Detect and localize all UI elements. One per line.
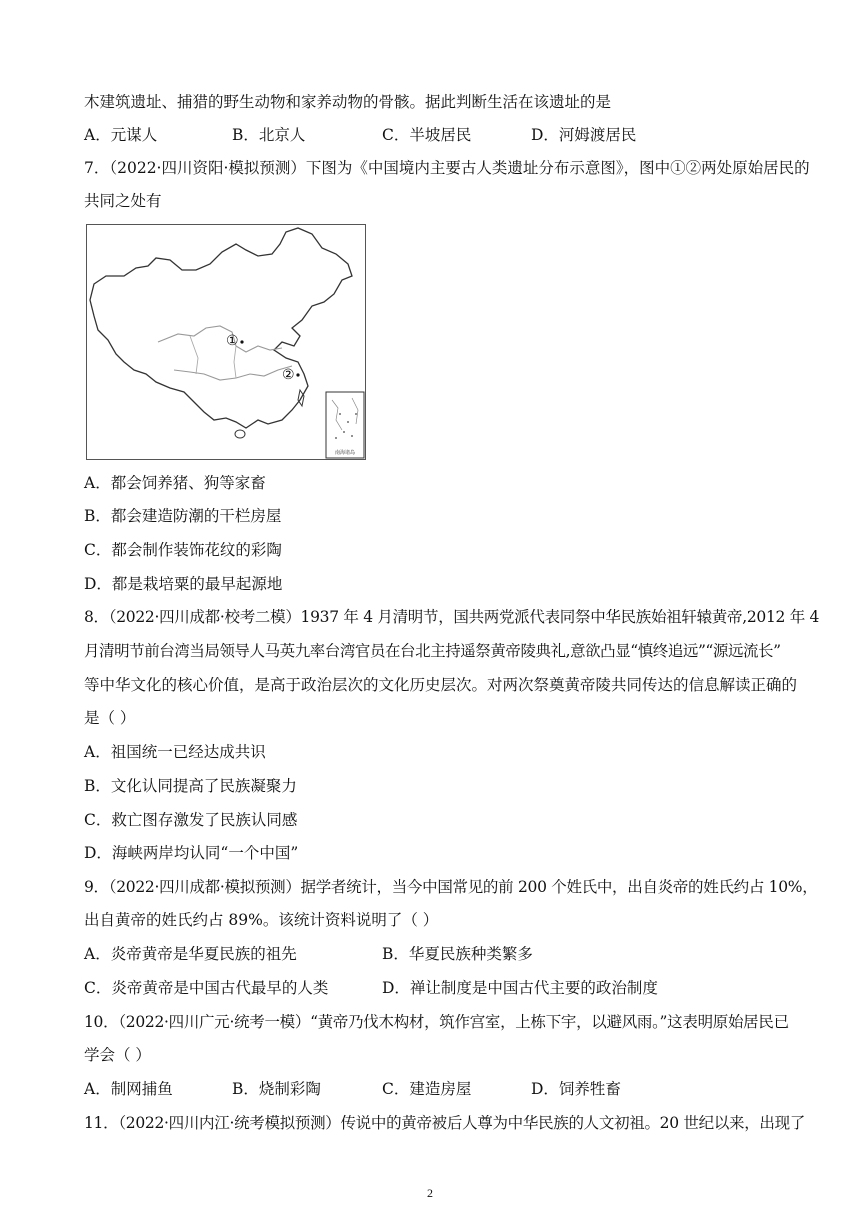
q10-stem-line1: 10．（2022·四川广元·统考一模）“黄帝乃伐木构材，筑作宫室，上栋下宇，以避风雨。”这表明原始居民已 [84,1013,789,1031]
q9-option-d: D．禅让制度是中国古代主要的政治制度 [382,979,658,997]
q6-option-c: C．半坡居民 [382,126,472,144]
q7-option-b: B．都会建造防潮的干栏房屋 [84,507,282,525]
q8-option-a: A．祖国统一已经达成共识 [84,743,266,761]
q8-stem-line4: 是（ ） [84,709,136,727]
q11-stem-line1: 11．（2022·四川内江·统考模拟预测）传说中的黄帝被后人尊为中华民族的人文初祖。20 世纪以来，出现了 [84,1114,806,1132]
q9-option-b: B．华夏民族种类繁多 [382,945,533,963]
q7-stem-line1: 7．（2022·四川资阳·模拟预测）下图为《中国境内主要古人类遗址分布示意图》，图中①②两处原始居民的 [84,159,810,177]
q9-option-a: A．炎帝黄帝是华夏民族的祖先 [84,945,297,963]
china-map-figure [86,224,366,460]
q9-stem-line2: 出自黄帝的姓氏约占 89%。该统计资料说明了（ ） [84,911,439,929]
q10-option-b: B．烧制彩陶 [232,1080,321,1098]
q6-option-a: A．元谋人 [84,126,158,144]
q10-stem-line2: 学会（ ） [84,1046,151,1064]
q6-option-d: D．河姆渡居民 [531,126,637,144]
map-marker-1: ① [226,333,239,349]
q9-stem-line1: 9．（2022·四川成都·模拟预测）据学者统计，当今中国常见的前 200 个姓氏中，出自炎帝的姓氏约占 10%， [84,878,818,896]
page-number: 2 [427,1186,433,1200]
q7-option-c: C．都会制作装饰花纹的彩陶 [84,541,282,559]
q6-option-b: B．北京人 [232,126,306,144]
q10-option-d: D．饲养牲畜 [531,1080,621,1098]
q6-stem-continuation: 木建筑遗址、捕猎的野生动物和家养动物的骨骸。据此判断生活在该遗址的是 [84,93,612,111]
q8-stem-line2: 月清明节前台湾当局领导人马英九率台湾官员在台北主持遥祭黄帝陵典礼,意欲凸显“慎终追远”“源远流长” [84,642,781,660]
q8-stem-line1: 8．（2022·四川成都·校考二模）1937 年 4 月清明节，国共两党派代表同祭中华民族始祖轩辕黄帝,2012 年 4 [84,608,820,626]
q8-option-c: C．救亡图存激发了民族认同感 [84,811,298,829]
inset-label: 南海诸岛 [334,450,356,456]
q8-option-d: D．海峡两岸均认同“一个中国” [84,844,299,862]
q8-stem-line3: 等中华文化的核心价值，是高于政治层次的文化历史层次。对两次祭奠黄帝陵共同传达的信息解读正确的 [84,676,798,694]
q10-option-a: A．制网捕鱼 [84,1080,173,1098]
south-sea-inset [326,392,364,458]
map-marker-2: ② [282,367,295,383]
q10-option-c: C．建造房屋 [382,1080,472,1098]
q9-option-c: C．炎帝黄帝是中国古代最早的人类 [84,979,329,997]
q7-stem-line2: 共同之处有 [84,192,162,210]
q8-option-b: B．文化认同提高了民族凝聚力 [84,777,297,795]
q7-option-a: A．都会饲养猪、狗等家畜 [84,474,266,492]
q7-option-d: D．都是栽培粟的最早起源地 [84,575,283,593]
